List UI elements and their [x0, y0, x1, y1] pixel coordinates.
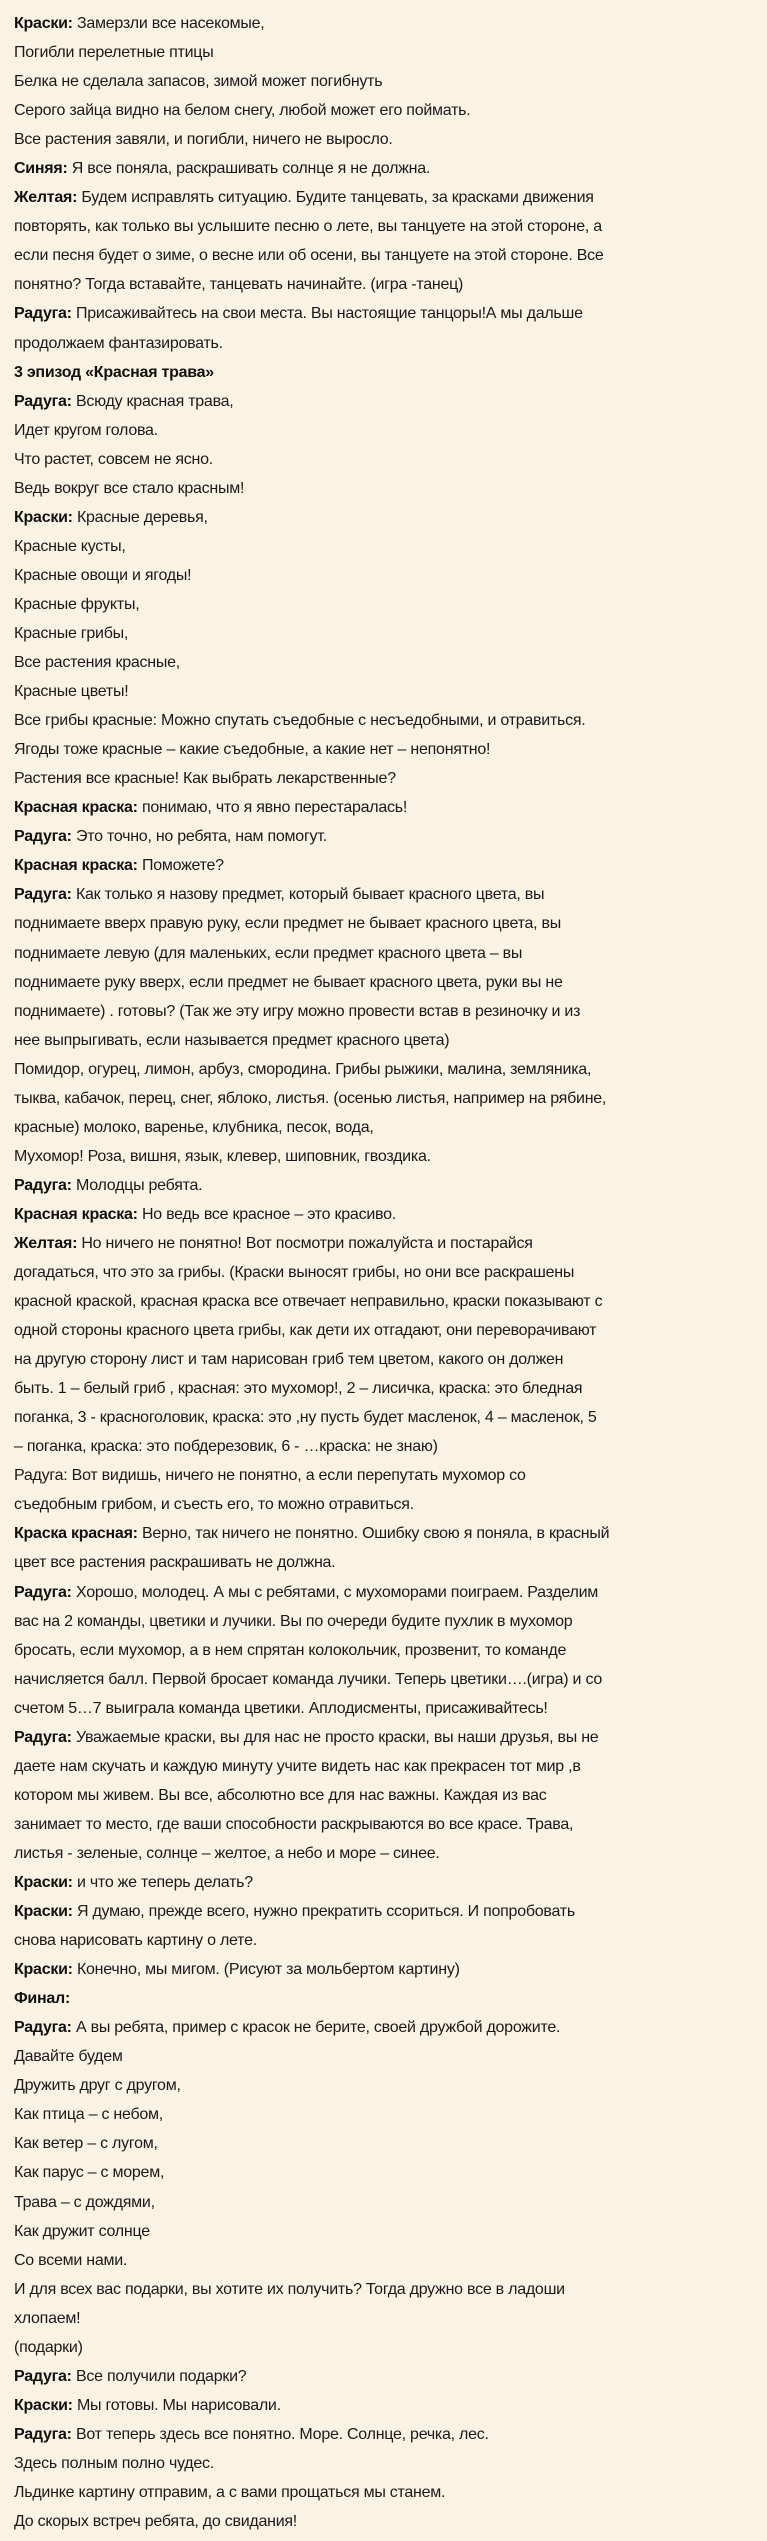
text-line — [14, 1345, 754, 1374]
line-text: Будем исправлять ситуацию. Будите танцевать, за красками движения — [77, 189, 594, 207]
speaker-label: Желтая: — [14, 1234, 78, 1252]
text-line — [14, 764, 754, 793]
line-text: Радуга: Вот видишь, ничего не понятно, а если перепутать мухомор со — [14, 1467, 526, 1485]
text-line — [14, 1287, 754, 1316]
text-line — [14, 299, 754, 328]
line-text: Мухомор! Роза, вишня, язык, клевер, шиповник, гвоздика. — [14, 1147, 431, 1165]
line-text: если песня будет о зиме, о весне или об осени, вы танцуете на этой стороне. Все — [14, 247, 604, 265]
line-text: Мы готовы. Мы нарисовали. — [72, 2396, 281, 2414]
speaker-label: Желтая: — [14, 189, 78, 207]
line-text: Конечно, мы мигом. (Рисуют за мольбертом картину) — [72, 1961, 460, 1979]
line-text: даете нам скучать и каждую минуту учите видеть нас как прекрасен тот мир ,в — [14, 1757, 581, 1775]
text-line — [14, 1578, 754, 1607]
line-text: листья - зеленые, солнце – желтое, а небо и море – синее. — [14, 1844, 440, 1862]
line-text: Все получили подарки? — [71, 2367, 247, 2385]
line-text: вас на 2 команды, цветики и лучики. Вы по очереди будите пухлик в мухомор — [14, 1612, 573, 1630]
text-line — [14, 997, 754, 1026]
line-text: красные) молоко, варенье, клубника, песок, вода, — [14, 1118, 374, 1136]
text-line — [14, 2478, 754, 2507]
speaker-label: Радуга: — [14, 2367, 72, 2385]
text-line — [14, 1142, 754, 1171]
line-text: повторять, как только вы услышите песню о лете, вы танцуете на этой стороне, а — [14, 218, 602, 236]
speaker-label: Радуга: — [14, 886, 72, 904]
text-line — [14, 1868, 754, 1897]
text-line — [14, 2449, 754, 2478]
text-line — [14, 1781, 754, 1810]
line-text: Красные овощи и ягоды! — [14, 566, 192, 584]
line-text: поганка, 3 - красноголовик, краска: это ,ну пусть будет масленок, 4 – масленок, 5 — [14, 1409, 597, 1427]
line-text: Как парус – с морем, — [14, 2164, 165, 2182]
line-text: Всюду красная трава, — [71, 392, 234, 410]
text-line — [14, 1490, 754, 1519]
text-line — [14, 909, 754, 938]
line-text: Красные грибы, — [14, 624, 129, 642]
text-line — [14, 590, 754, 619]
line-text: поднимаете) . готовы? (Так же эту игру можно провести встав в резиночку и из — [14, 1002, 581, 1020]
text-line — [14, 1926, 754, 1955]
line-text: догадаться, что это за грибы. (Краски выносят грибы, но они все раскрашены — [14, 1264, 575, 1282]
text-line — [14, 445, 754, 474]
line-text: на другую сторону лист и там нарисован гриб тем цветом, какого он должен — [14, 1351, 564, 1369]
speaker-label: Красная краска: — [14, 1205, 138, 1223]
text-line — [14, 329, 754, 358]
text-line — [14, 1810, 754, 1839]
text-line — [14, 503, 754, 532]
line-text: И для всех вас подарки, вы хотите их получить? Тогда дружно все в ладоши — [14, 2280, 565, 2298]
line-text: Льдинке картину отправим, а с вами прощаться мы станем. — [14, 2483, 446, 2501]
speaker-label: Краска красная: — [14, 1525, 138, 1543]
text-line — [14, 2420, 754, 2449]
text-line — [14, 2042, 754, 2071]
text-line — [14, 1461, 754, 1490]
speaker-label: Радуга: — [14, 2019, 72, 2037]
text-line — [14, 968, 754, 997]
line-text: бросать, если мухомор, а в нем спрятан колокольчик, прозвенит, то команде — [14, 1641, 567, 1659]
line-text: Уважаемые краски, вы для нас не просто краски, вы наши друзья, вы не — [71, 1728, 599, 1746]
line-text: Красные фрукты, — [14, 595, 140, 613]
text-line — [14, 1723, 754, 1752]
line-text: и что же теперь делать? — [72, 1874, 253, 1891]
speaker-label: Радуга: — [14, 1176, 72, 1194]
text-line — [14, 1171, 754, 1200]
text-line — [14, 2362, 754, 2391]
text-line — [14, 387, 754, 416]
line-text: Но ведь все красное – это красиво. — [137, 1205, 396, 1223]
text-line — [14, 38, 754, 67]
text-line — [14, 1432, 754, 1461]
line-text: Все грибы красные: Можно спутать съедобные с несъедобными, и отравиться. — [14, 712, 586, 730]
text-line — [14, 2275, 754, 2304]
line-text: Как ветер – с лугом, — [14, 2135, 158, 2153]
line-text: Белка не сделала запасов, зимой может погибнуть — [14, 73, 383, 91]
text-line — [14, 2304, 754, 2333]
speaker-label: Краски: — [14, 508, 73, 526]
line-text: Но ничего не понятно! Вот посмотри пожалуйста и постарайся — [77, 1234, 533, 1252]
text-line — [14, 1374, 754, 1403]
text-line — [14, 2129, 754, 2158]
text-line — [14, 532, 754, 561]
line-text: цвет все растения раскрашивать не должна. — [14, 1554, 336, 1572]
text-line — [14, 2158, 754, 2187]
line-text: нее выпрыгивать, если называется предмет красного цвета) — [14, 1031, 450, 1049]
line-text: продолжаем фантазировать. — [14, 334, 223, 352]
speaker-label: Радуга: — [14, 1728, 72, 1746]
line-text: понятно? Тогда вставайте, танцевать начинайте. (игра -танец) — [14, 276, 464, 294]
text-line — [14, 183, 754, 212]
line-text: Ягоды тоже красные – какие съедобные, а какие нет – непонятно! — [14, 741, 491, 759]
line-text: А вы ребята, пример с красок не берите, своей дружбой дорожите. — [71, 2019, 561, 2037]
speaker-label: Краски: — [14, 2396, 73, 2414]
line-text: Я думаю, прежде всего, нужно прекратить ссориться. И попробовать — [72, 1903, 575, 1921]
text-line — [14, 125, 754, 154]
text-line — [14, 67, 754, 96]
text-line — [14, 1839, 754, 1868]
text-line — [14, 1258, 754, 1287]
line-text: Как дружит солнце — [14, 2222, 150, 2240]
line-text: тыква, кабачок, перец, снег, яблоко, листья. (осенью листья, например на рябине, — [14, 1089, 607, 1107]
line-text: быть. 1 – белый гриб , красная: это мухомор!, 2 – лисичка, краска: это бледная — [14, 1380, 583, 1398]
text-line — [14, 96, 754, 125]
text-line — [14, 474, 754, 503]
line-text: Поможете? — [137, 857, 224, 875]
line-text: Погибли перелетные птицы — [14, 44, 214, 62]
line-text: Трава – с дождями, — [14, 2193, 155, 2211]
text-line — [14, 1113, 754, 1142]
line-text: Красные цветы! — [14, 683, 129, 701]
text-line — [14, 1055, 754, 1084]
text-line — [14, 9, 754, 38]
line-text: снова нарисовать картину о лете. — [14, 1932, 257, 1950]
line-text: Ведь вокруг все стало красным! — [14, 479, 245, 497]
text-line — [14, 677, 754, 706]
text-line — [14, 1955, 754, 1984]
line-text: поднимаете левую (для маленьких, если предмет красного цвета – вы — [14, 944, 523, 962]
text-line — [14, 416, 754, 445]
text-line — [14, 2013, 754, 2042]
text-line — [14, 1984, 754, 2013]
speaker-label: Краски: — [14, 1903, 73, 1921]
text-line — [14, 619, 754, 648]
line-text: Дружить друг с другом, — [14, 2077, 181, 2095]
line-text: Как только я назову предмет, который бывает красного цвета, вы — [71, 886, 545, 904]
line-text: Все растения завяли, и погибли, ничего не выросло. — [14, 131, 393, 149]
line-text: поднимаете вверх правую руку, если предмет не бывает красного цвета, вы — [14, 915, 562, 933]
line-text: съедобным грибом, и съесть его, то можно отравиться. — [14, 1496, 414, 1514]
text-line — [14, 1752, 754, 1781]
speaker-label: Синяя: — [14, 160, 68, 178]
speaker-label: Краски: — [14, 1961, 73, 1979]
line-text: Серого зайца видно на белом снегу, любой может его поймать. — [14, 102, 471, 120]
text-line — [14, 2188, 754, 2217]
line-text: Как птица – с небом, — [14, 2106, 163, 2124]
text-line — [14, 1607, 754, 1636]
text-line — [14, 1316, 754, 1345]
text-line — [14, 2246, 754, 2275]
speaker-label: Краски: — [14, 1874, 73, 1891]
line-text: Давайте будем — [14, 2048, 123, 2066]
line-text: начисляется балл. Первой бросает команда лучики. Теперь цветики….(игра) и со — [14, 1670, 603, 1688]
text-line — [14, 270, 754, 299]
text-line — [14, 1636, 754, 1665]
text-line — [14, 561, 754, 590]
text-line — [14, 648, 754, 677]
line-text: Замерзли все насекомые, — [72, 15, 265, 32]
speaker-label: Радуга: — [14, 2425, 72, 2443]
text-line — [14, 2333, 754, 2362]
text-line — [14, 1084, 754, 1113]
line-text: поднимаете руку вверх, если предмет не бывает красного цвета, руки вы не — [14, 973, 563, 991]
line-text: Верно, так ничего не понятно. Ошибку свою я поняла, в красный — [137, 1525, 610, 1543]
line-text: Помидор, огурец, лимон, арбуз, смородина. Грибы рыжики, малина, земляника, — [14, 1060, 592, 1078]
speaker-label: Краски: — [14, 15, 73, 32]
line-text: (подарки) — [14, 2338, 83, 2356]
text-line — [14, 1403, 754, 1432]
text-line — [14, 358, 754, 387]
line-text: Хорошо, молодец. А мы с ребятами, с мухоморами поиграем. Разделим — [71, 1583, 599, 1601]
text-line — [14, 939, 754, 968]
line-text: Молодцы ребята. — [71, 1176, 203, 1194]
line-text: Растения все красные! Как выбрать лекарственные? — [14, 770, 396, 788]
speaker-label: Красная краска: — [14, 857, 138, 875]
text-line — [14, 241, 754, 270]
text-line — [14, 1519, 754, 1548]
text-line — [14, 1665, 754, 1694]
line-text: Что растет, совсем не ясно. — [14, 450, 213, 468]
line-text: счетом 5…7 выиграла команда цветики. Аплодисменты, присаживайтесь! — [14, 1699, 548, 1717]
text-line — [14, 1548, 754, 1577]
line-text: одной стороны красного цвета грибы, как дети их отгадают, они переворачивают — [14, 1322, 597, 1340]
text-line — [14, 793, 754, 822]
line-text: Все растения красные, — [14, 654, 180, 672]
text-line — [14, 1026, 754, 1055]
text-line — [14, 154, 754, 183]
text-line — [14, 2217, 754, 2246]
text-line — [14, 1897, 754, 1926]
line-text: Это точно, но ребята, нам помогут. — [71, 828, 327, 846]
line-text: Присаживайтесь на свои места. Вы настоящие танцоры!А мы дальше — [71, 305, 583, 323]
line-text: понимаю, что я явно перестаралась! — [137, 799, 408, 817]
text-line — [14, 2071, 754, 2100]
line-text: Красные деревья, — [72, 508, 208, 526]
line-text: занимает то место, где ваши способности раскрываются во все красе. Трава, — [14, 1815, 574, 1833]
text-line — [14, 2391, 754, 2420]
section-heading: Финал: — [14, 1990, 71, 2008]
text-line — [14, 1694, 754, 1723]
text-line — [14, 2100, 754, 2129]
line-text: хлопаем! — [14, 2309, 81, 2327]
text-line — [14, 851, 754, 880]
line-text: Я все поняла, раскрашивать солнце я не должна. — [67, 160, 431, 178]
speaker-label: Красная краска: — [14, 799, 138, 817]
text-line — [14, 822, 754, 851]
text-line — [14, 706, 754, 735]
text-line — [14, 212, 754, 241]
line-text: котором мы живем. Вы все, абсолютно все для нас важны. Каждая из вас — [14, 1786, 547, 1804]
speaker-label: Радуга: — [14, 305, 72, 323]
line-text: Вот теперь здесь все понятно. Море. Солнце, речка, лес. — [71, 2425, 489, 2443]
script-document — [14, 9, 754, 2536]
speaker-label: Радуга: — [14, 828, 72, 846]
text-line — [14, 1229, 754, 1258]
line-text: Со всеми нами. — [14, 2251, 128, 2269]
speaker-label: Радуга: — [14, 392, 72, 410]
section-heading: 3 эпизод «Красная трава» — [14, 363, 214, 381]
text-line — [14, 2507, 754, 2536]
line-text: – поганка, краска: это побдерезовик, 6 - …краска: не знаю) — [14, 1438, 438, 1456]
text-line — [14, 880, 754, 909]
line-text: Идет кругом голова. — [14, 421, 158, 439]
line-text: Здесь полным полно чудес. — [14, 2454, 214, 2472]
text-line — [14, 1200, 754, 1229]
speaker-label: Радуга: — [14, 1583, 72, 1601]
line-text: Красные кусты, — [14, 537, 126, 555]
text-line — [14, 735, 754, 764]
line-text: красной краской, красная краска все отвечает неправильно, краски показывают с — [14, 1293, 603, 1311]
line-text: До скорых встреч ребята, до свидания! — [14, 2513, 297, 2531]
